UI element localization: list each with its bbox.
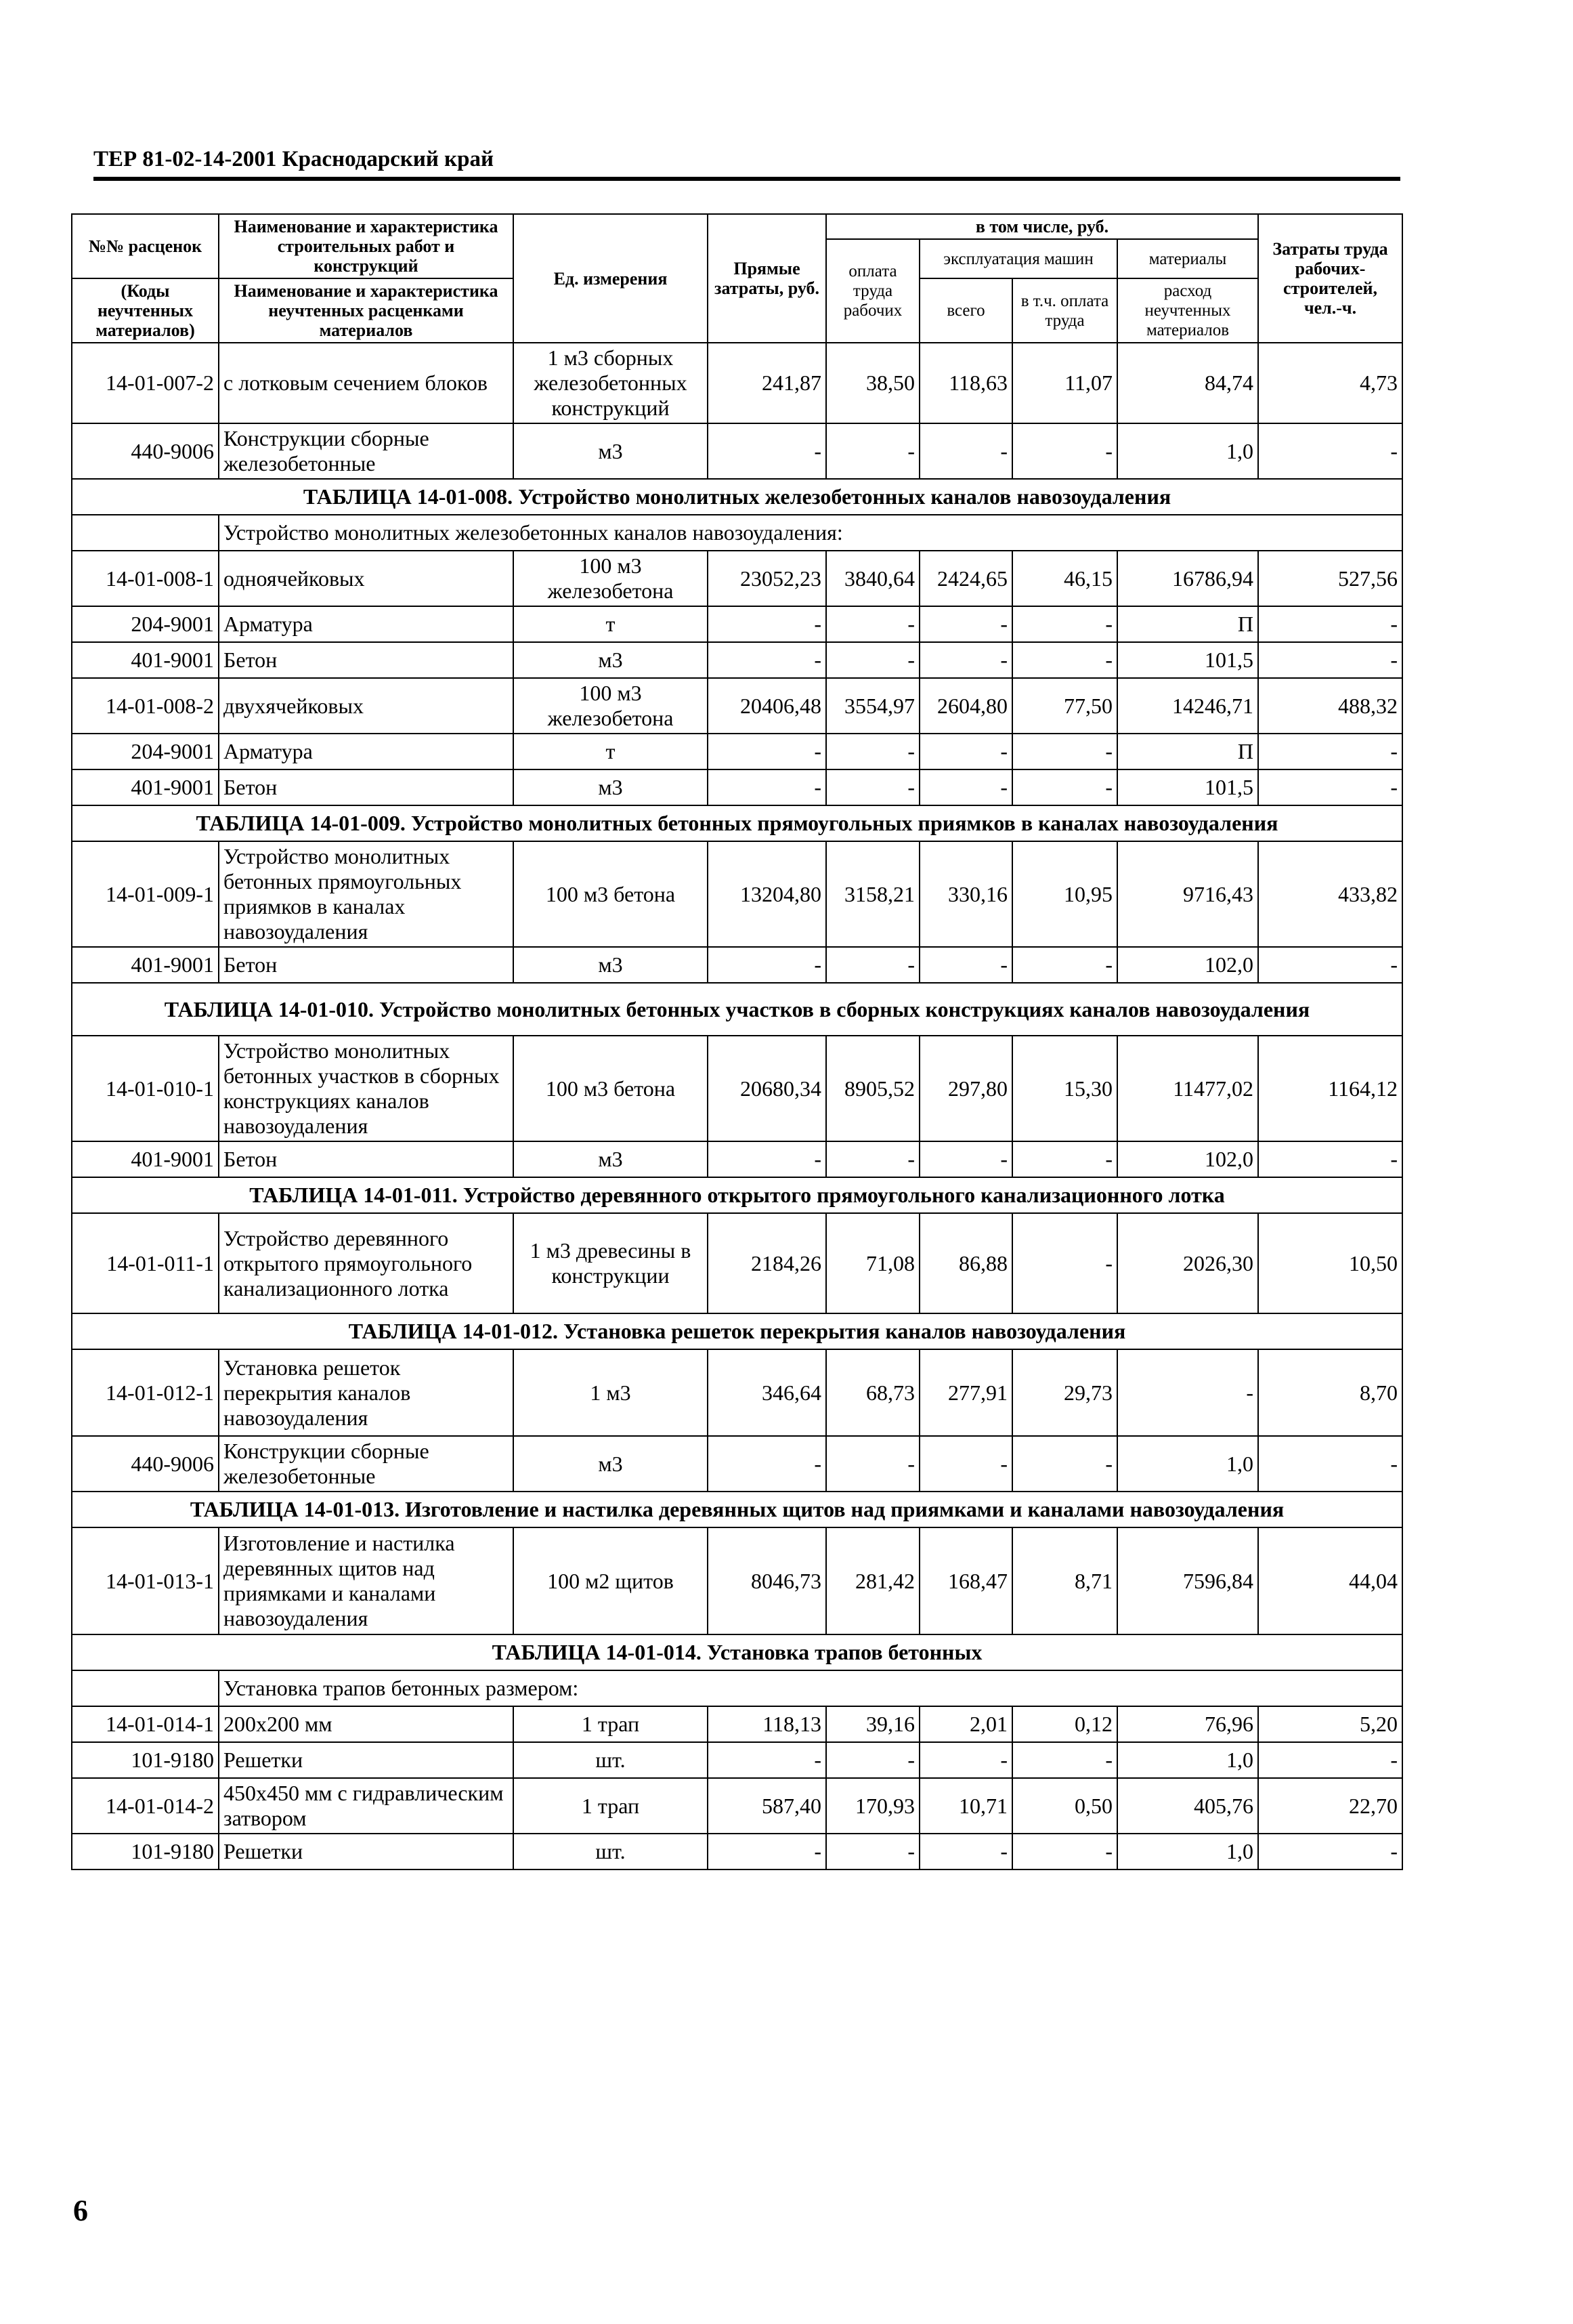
row-labor: - <box>1258 769 1402 805</box>
table-row <box>72 1778 1402 1834</box>
row-labor: - <box>1258 947 1402 983</box>
row-direct: - <box>708 769 826 805</box>
row-unit: 1 м3 <box>513 1349 708 1436</box>
row-wage: 3158,21 <box>826 841 920 947</box>
col-name-top: Наименование и характеристика строительных работ и конструкций <box>219 214 513 278</box>
row-labor: - <box>1258 606 1402 642</box>
table-row <box>72 1436 1402 1492</box>
row-wage: - <box>826 1834 920 1869</box>
row-unit: 1 м3 сборных железобетонных конструкций <box>513 343 708 423</box>
row-machines-wage: 0,50 <box>1012 1778 1117 1834</box>
row-machines-wage: - <box>1012 423 1117 479</box>
row-labor: 5,20 <box>1258 1706 1402 1742</box>
col-wage: оплата труда рабочих <box>826 239 920 343</box>
row-machines-total: 2604,80 <box>920 678 1012 734</box>
row-materials: 14246,71 <box>1117 678 1258 734</box>
row-machines-total: - <box>920 947 1012 983</box>
section-subtitle: Установка трапов бетонных размером: <box>219 1670 1402 1706</box>
row-machines-total: - <box>920 606 1012 642</box>
row-name: Бетон <box>219 947 513 983</box>
table-row <box>72 1141 1402 1177</box>
row-unit: м3 <box>513 769 708 805</box>
row-unit: 1 трап <box>513 1778 708 1834</box>
row-materials: 9716,43 <box>1117 841 1258 947</box>
row-machines-wage: 10,95 <box>1012 841 1117 947</box>
row-wage: 39,16 <box>826 1706 920 1742</box>
row-code: 440-9006 <box>72 423 219 479</box>
row-machines-wage: - <box>1012 642 1117 678</box>
row-labor: - <box>1258 1141 1402 1177</box>
row-direct: 118,13 <box>708 1706 826 1742</box>
row-machines-wage: 46,15 <box>1012 551 1117 606</box>
section-title-row <box>72 805 1402 841</box>
row-materials: 101,5 <box>1117 642 1258 678</box>
section-title-row <box>72 479 1402 515</box>
row-name: Конструкции сборные железобетонные <box>219 423 513 479</box>
table-row <box>72 1036 1402 1141</box>
row-unit: т <box>513 606 708 642</box>
section-title: ТАБЛИЦА 14-01-009. Устройство монолитных бетонных прямоугольных приямков в каналах навозоудаления <box>72 805 1402 841</box>
row-machines-wage: - <box>1012 1834 1117 1869</box>
row-unit: шт. <box>513 1742 708 1778</box>
row-direct: 346,64 <box>708 1349 826 1436</box>
row-machines-wage: - <box>1012 1742 1117 1778</box>
table-body <box>72 343 1402 1869</box>
row-wage: 170,93 <box>826 1778 920 1834</box>
row-materials: 1,0 <box>1117 423 1258 479</box>
row-labor: - <box>1258 423 1402 479</box>
row-wage: - <box>826 423 920 479</box>
row-direct: - <box>708 642 826 678</box>
col-unit: Ед. измерения <box>513 214 708 343</box>
row-machines-wage: - <box>1012 606 1117 642</box>
row-materials: 7596,84 <box>1117 1527 1258 1634</box>
row-machines-wage: - <box>1012 1141 1117 1177</box>
row-wage: 3554,97 <box>826 678 920 734</box>
table-row <box>72 1349 1402 1436</box>
row-direct: - <box>708 1742 826 1778</box>
row-machines-total: - <box>920 1436 1012 1492</box>
row-code: 204-9001 <box>72 606 219 642</box>
row-name: Изготовление и настилка деревянных щитов над приямками и каналами навозоудаления <box>219 1527 513 1634</box>
row-labor: 4,73 <box>1258 343 1402 423</box>
row-machines-wage: 0,12 <box>1012 1706 1117 1742</box>
table-row <box>72 642 1402 678</box>
row-wage: 281,42 <box>826 1527 920 1634</box>
row-unit: шт. <box>513 1834 708 1869</box>
col-machines-total: всего <box>920 278 1012 343</box>
row-code: 401-9001 <box>72 769 219 805</box>
row-machines-total: 118,63 <box>920 343 1012 423</box>
row-labor: 527,56 <box>1258 551 1402 606</box>
row-machines-wage: 29,73 <box>1012 1349 1117 1436</box>
table-row <box>72 1742 1402 1778</box>
row-direct: 20680,34 <box>708 1036 826 1141</box>
row-wage: 71,08 <box>826 1213 920 1313</box>
row-wage: 38,50 <box>826 343 920 423</box>
row-direct: - <box>708 423 826 479</box>
section-subtitle-row <box>72 1670 1402 1706</box>
row-unit: м3 <box>513 423 708 479</box>
col-code-bottom: (Коды неучтенных материалов) <box>72 278 219 343</box>
col-code-top: №№ расценок <box>72 214 219 278</box>
col-materials: материалы <box>1117 239 1258 278</box>
row-labor: 22,70 <box>1258 1778 1402 1834</box>
section-title-row <box>72 1313 1402 1349</box>
row-name: двухячейковых <box>219 678 513 734</box>
row-materials: 16786,94 <box>1117 551 1258 606</box>
row-code: 14-01-012-1 <box>72 1349 219 1436</box>
row-unit: 1 трап <box>513 1706 708 1742</box>
table-row <box>72 551 1402 606</box>
row-materials: 11477,02 <box>1117 1036 1258 1141</box>
row-wage: - <box>826 606 920 642</box>
row-direct: 23052,23 <box>708 551 826 606</box>
row-code: 101-9180 <box>72 1742 219 1778</box>
col-materials-sub: расход неучтенных материалов <box>1117 278 1258 343</box>
row-machines-total: 297,80 <box>920 1036 1012 1141</box>
row-code: 14-01-010-1 <box>72 1036 219 1141</box>
row-machines-total: 86,88 <box>920 1213 1012 1313</box>
row-machines-wage: - <box>1012 1436 1117 1492</box>
col-name-bottom: Наименование и характеристика неучтенных расценками материалов <box>219 278 513 343</box>
row-direct: 20406,48 <box>708 678 826 734</box>
row-machines-total: 330,16 <box>920 841 1012 947</box>
row-direct: 2184,26 <box>708 1213 826 1313</box>
col-direct: Прямые затраты, руб. <box>708 214 826 343</box>
section-title-row <box>72 1492 1402 1527</box>
page-number: 6 <box>73 2194 88 2227</box>
row-labor: 8,70 <box>1258 1349 1402 1436</box>
row-name: Решетки <box>219 1834 513 1869</box>
row-wage: - <box>826 734 920 769</box>
section-title: ТАБЛИЦА 14-01-010. Устройство монолитных бетонных участков в сборных конструкциях каналов навозоудаления <box>72 983 1402 1036</box>
section-title: ТАБЛИЦА 14-01-008. Устройство монолитных железобетонных каналов навозоудаления <box>72 479 1402 515</box>
row-materials: 84,74 <box>1117 343 1258 423</box>
row-labor: - <box>1258 1436 1402 1492</box>
row-direct: - <box>708 1834 826 1869</box>
row-name: Решетки <box>219 1742 513 1778</box>
table-row <box>72 1706 1402 1742</box>
row-labor: 10,50 <box>1258 1213 1402 1313</box>
row-materials: П <box>1117 734 1258 769</box>
row-machines-total: - <box>920 423 1012 479</box>
row-labor: 488,32 <box>1258 678 1402 734</box>
row-labor: - <box>1258 734 1402 769</box>
section-title: ТАБЛИЦА 14-01-011. Устройство деревянного открытого прямоугольного канализационного лотка <box>72 1177 1402 1213</box>
row-materials: - <box>1117 1349 1258 1436</box>
section-title-row <box>72 983 1402 1036</box>
row-name: 450х450 мм с гидравлическим затвором <box>219 1778 513 1834</box>
section-title: ТАБЛИЦА 14-01-013. Изготовление и настилка деревянных щитов над приямками и каналами навозоудаления <box>72 1492 1402 1527</box>
row-labor: - <box>1258 1834 1402 1869</box>
row-machines-total: - <box>920 734 1012 769</box>
row-materials: 102,0 <box>1117 947 1258 983</box>
row-code: 14-01-014-1 <box>72 1706 219 1742</box>
row-machines-total: - <box>920 1742 1012 1778</box>
section-subtitle-row <box>72 515 1402 551</box>
row-labor: - <box>1258 642 1402 678</box>
col-labor: Затраты труда рабочих-строителей, чел.-ч. <box>1258 214 1402 343</box>
row-materials: 76,96 <box>1117 1706 1258 1742</box>
row-code: 401-9001 <box>72 1141 219 1177</box>
row-machines-total: - <box>920 1834 1012 1869</box>
row-machines-total: 277,91 <box>920 1349 1012 1436</box>
row-direct: - <box>708 734 826 769</box>
row-name: Арматура <box>219 606 513 642</box>
row-unit: 100 м3 железобетона <box>513 678 708 734</box>
document-header: ТЕР 81-02-14-2001 Краснодарский край <box>93 146 1400 181</box>
section-subtitle: Устройство монолитных железобетонных каналов навозоудаления: <box>219 515 1402 551</box>
row-labor: - <box>1258 1742 1402 1778</box>
table-row <box>72 678 1402 734</box>
row-name: Бетон <box>219 1141 513 1177</box>
row-machines-wage: 8,71 <box>1012 1527 1117 1634</box>
table-header <box>72 214 1402 343</box>
row-labor: 1164,12 <box>1258 1036 1402 1141</box>
row-name: Устройство деревянного открытого прямоугольного канализационного лотка <box>219 1213 513 1313</box>
table-row <box>72 423 1402 479</box>
col-machines-wage: в т.ч. оплата труда <box>1012 278 1117 343</box>
row-unit: 100 м3 бетона <box>513 1036 708 1141</box>
table-row <box>72 606 1402 642</box>
spacer-cell <box>72 1670 219 1706</box>
row-machines-wage: 15,30 <box>1012 1036 1117 1141</box>
col-machines: эксплуатация машин <box>920 239 1117 278</box>
row-wage: - <box>826 1141 920 1177</box>
row-code: 14-01-008-1 <box>72 551 219 606</box>
row-unit: т <box>513 734 708 769</box>
row-wage: 8905,52 <box>826 1036 920 1141</box>
col-incl: в том числе, руб. <box>826 214 1258 239</box>
row-name: Конструкции сборные железобетонные <box>219 1436 513 1492</box>
row-direct: - <box>708 1436 826 1492</box>
row-direct: 8046,73 <box>708 1527 826 1634</box>
table-row <box>72 1527 1402 1634</box>
row-name: с лотковым сечением блоков <box>219 343 513 423</box>
row-direct: - <box>708 1141 826 1177</box>
row-machines-total: - <box>920 642 1012 678</box>
row-materials: П <box>1117 606 1258 642</box>
row-wage: - <box>826 642 920 678</box>
table-row <box>72 734 1402 769</box>
row-name: Арматура <box>219 734 513 769</box>
section-title: ТАБЛИЦА 14-01-012. Установка решеток перекрытия каналов навозоудаления <box>72 1313 1402 1349</box>
row-machines-total: - <box>920 769 1012 805</box>
row-unit: м3 <box>513 1436 708 1492</box>
row-materials: 1,0 <box>1117 1834 1258 1869</box>
row-name: Установка решеток перекрытия каналов навозоудаления <box>219 1349 513 1436</box>
row-code: 101-9180 <box>72 1834 219 1869</box>
row-wage: 3840,64 <box>826 551 920 606</box>
row-machines-total: 2424,65 <box>920 551 1012 606</box>
table-row <box>72 841 1402 947</box>
row-wage: - <box>826 1436 920 1492</box>
row-unit: м3 <box>513 1141 708 1177</box>
row-code: 401-9001 <box>72 947 219 983</box>
row-unit: 100 м3 железобетона <box>513 551 708 606</box>
row-unit: 100 м3 бетона <box>513 841 708 947</box>
row-machines-wage: - <box>1012 1213 1117 1313</box>
row-name: Бетон <box>219 769 513 805</box>
row-materials: 1,0 <box>1117 1436 1258 1492</box>
row-machines-wage: 77,50 <box>1012 678 1117 734</box>
row-materials: 1,0 <box>1117 1742 1258 1778</box>
row-unit: м3 <box>513 642 708 678</box>
row-direct: 587,40 <box>708 1778 826 1834</box>
row-direct: - <box>708 606 826 642</box>
row-wage: - <box>826 769 920 805</box>
table-row <box>72 1834 1402 1869</box>
row-machines-wage: - <box>1012 734 1117 769</box>
row-code: 14-01-008-2 <box>72 678 219 734</box>
table-row <box>72 769 1402 805</box>
row-wage: - <box>826 1742 920 1778</box>
row-wage: 68,73 <box>826 1349 920 1436</box>
row-code: 14-01-009-1 <box>72 841 219 947</box>
section-title-row <box>72 1177 1402 1213</box>
row-machines-wage: - <box>1012 769 1117 805</box>
row-labor: 433,82 <box>1258 841 1402 947</box>
row-name: 200х200 мм <box>219 1706 513 1742</box>
spacer-cell <box>72 515 219 551</box>
row-unit: 100 м2 щитов <box>513 1527 708 1634</box>
table-row <box>72 343 1402 423</box>
row-code: 14-01-007-2 <box>72 343 219 423</box>
row-code: 401-9001 <box>72 642 219 678</box>
row-wage: - <box>826 947 920 983</box>
row-unit: м3 <box>513 947 708 983</box>
section-title-row <box>72 1634 1402 1670</box>
row-code: 14-01-014-2 <box>72 1778 219 1834</box>
row-labor: 44,04 <box>1258 1527 1402 1634</box>
row-code: 204-9001 <box>72 734 219 769</box>
row-name: одноячейковых <box>219 551 513 606</box>
row-code: 14-01-011-1 <box>72 1213 219 1313</box>
row-machines-total: - <box>920 1141 1012 1177</box>
price-table <box>71 213 1403 1870</box>
table-row <box>72 947 1402 983</box>
section-title: ТАБЛИЦА 14-01-014. Установка трапов бетонных <box>72 1634 1402 1670</box>
row-materials: 2026,30 <box>1117 1213 1258 1313</box>
row-name: Бетон <box>219 642 513 678</box>
row-name: Устройство монолитных бетонных прямоугольных приямков в каналах навозоудаления <box>219 841 513 947</box>
table-row <box>72 1213 1402 1313</box>
row-code: 440-9006 <box>72 1436 219 1492</box>
row-unit: 1 м3 древесины в конструкции <box>513 1213 708 1313</box>
row-materials: 102,0 <box>1117 1141 1258 1177</box>
row-direct: 13204,80 <box>708 841 826 947</box>
row-materials: 405,76 <box>1117 1778 1258 1834</box>
row-code: 14-01-013-1 <box>72 1527 219 1634</box>
row-machines-total: 168,47 <box>920 1527 1012 1634</box>
row-materials: 101,5 <box>1117 769 1258 805</box>
row-name: Устройство монолитных бетонных участков в сборных конструкциях каналов навозоудаления <box>219 1036 513 1141</box>
row-direct: 241,87 <box>708 343 826 423</box>
row-direct: - <box>708 947 826 983</box>
row-machines-wage: 11,07 <box>1012 343 1117 423</box>
row-machines-wage: - <box>1012 947 1117 983</box>
row-machines-total: 2,01 <box>920 1706 1012 1742</box>
row-machines-total: 10,71 <box>920 1778 1012 1834</box>
